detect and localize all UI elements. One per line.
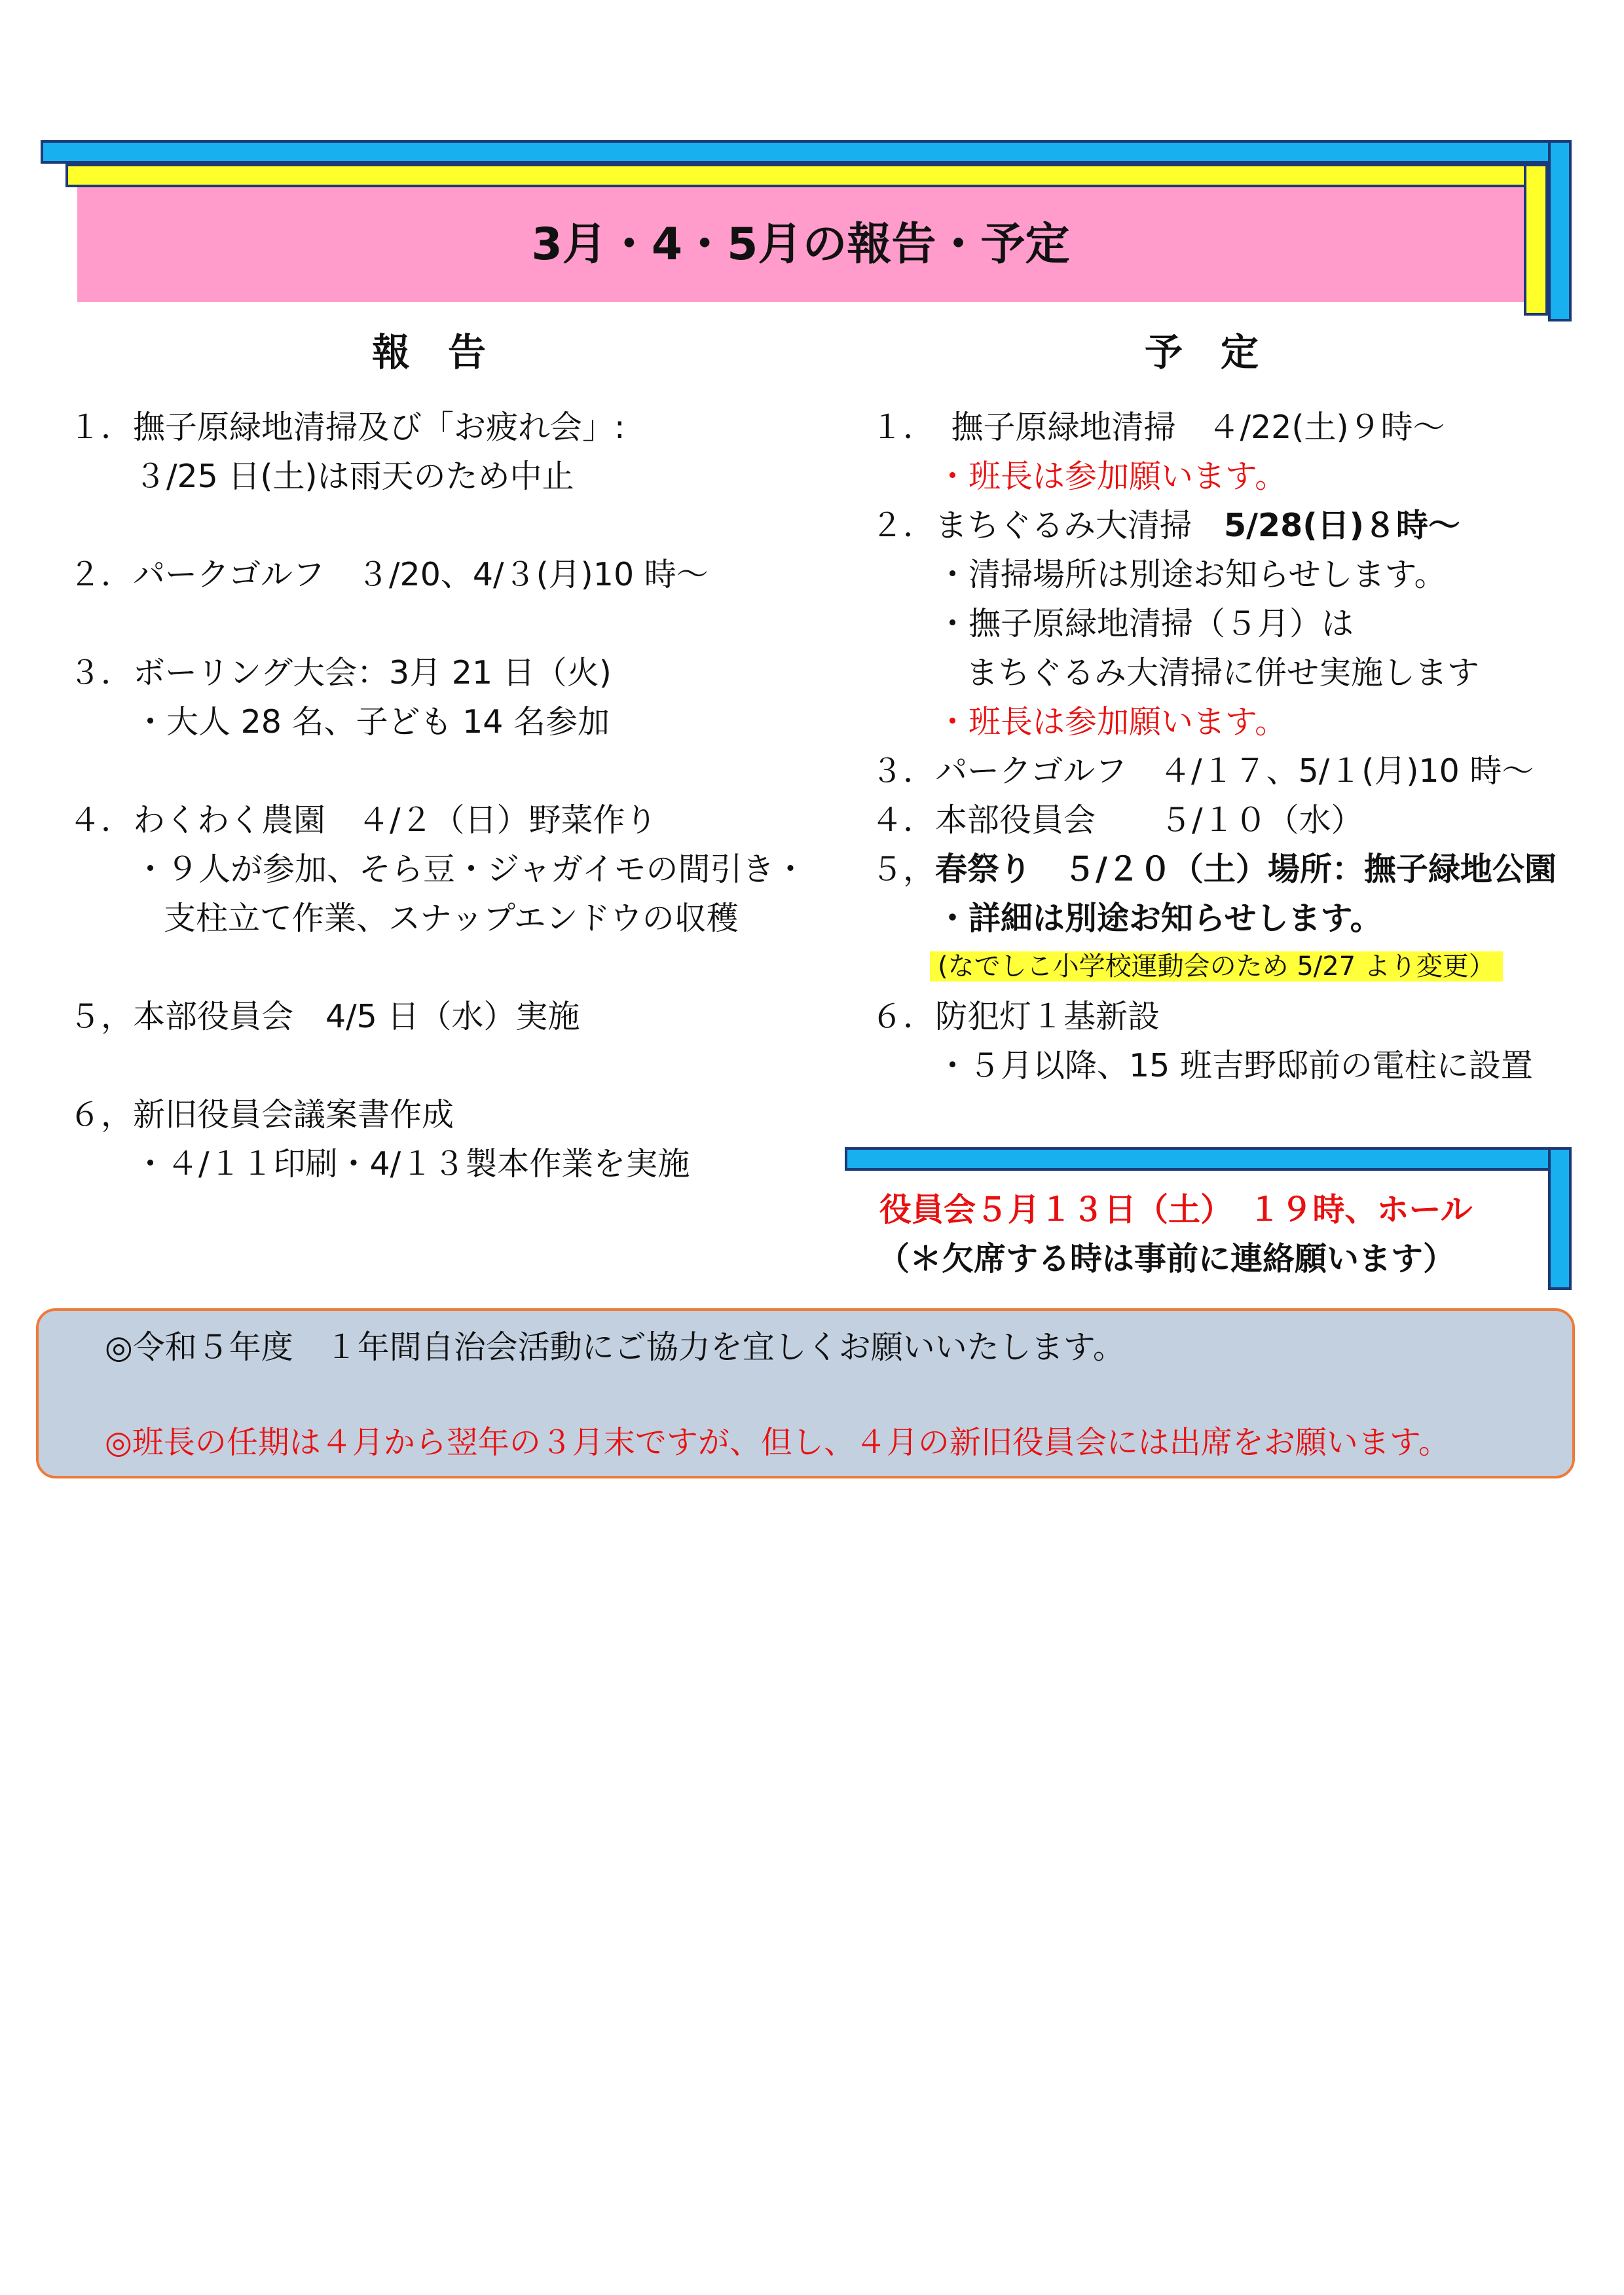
schedule-heading: 予 定	[1144, 330, 1259, 375]
report-item-3-detail: ・大人 28 名、子ども 14 名参加	[134, 703, 610, 741]
schedule-item-2-bullet-2: ・撫子原緑地清掃（５月）は	[936, 605, 1354, 642]
report-heading: 報 告	[371, 330, 486, 375]
schedule-item-5-highlight	[930, 947, 1503, 986]
header-frame-yellow-top	[65, 164, 1548, 187]
header-frame-blue-top	[41, 140, 1572, 164]
page-title: 3月・4・5月の報告・予定	[531, 219, 1070, 270]
meeting-absence-note: （＊欠席する時は事前に連絡願います）	[877, 1240, 1456, 1277]
schedule-item-6-bullet: ・５月以降、15 班吉野邸前の電柱に設置	[936, 1047, 1533, 1084]
schedule-item-2-date: 5/28(日)８時～	[1224, 507, 1460, 544]
notice-line-2: ◎班長の任期は４月から翌年の３月末ですが、但し、４月の新旧役員会には出席をお願います。	[105, 1424, 1450, 1461]
report-item-4: ４．わくわく農園 ４/２（日）野菜作り	[69, 801, 657, 839]
schedule-item-3: ３．パークゴルフ ４/１７、5/１(月)10 時～	[871, 752, 1534, 790]
schedule-item-2-bullet-1: ・清掃場所は別途お知らせします。	[936, 556, 1447, 593]
schedule-item-6: ６．防犯灯１基新設	[871, 998, 1160, 1035]
schedule-item-2	[871, 506, 1460, 545]
report-item-4-detail-cont: 支柱立て作業、スナップエンドウの収穫	[164, 900, 739, 937]
schedule-item-1-note: ・班長は参加願います。	[936, 458, 1287, 495]
report-item-6: ６，新旧役員会議案書作成	[69, 1096, 454, 1133]
schedule-item-2-label: ２．まちぐるみ大清掃	[871, 507, 1225, 544]
report-item-6-detail: ・４/１１印刷・4/１３製本作業を実施	[134, 1145, 690, 1183]
report-item-1: １．撫子原緑地清掃及び「お疲れ会」:	[69, 409, 625, 446]
report-item-2: ２．パークゴルフ ３/20、4/３(月)10 時～	[69, 556, 709, 593]
meeting-announcement: 役員会５月１３日（土） １９時、ホール	[879, 1191, 1473, 1228]
schedule-item-2-bullet-2-cont: まちぐるみ大清掃に併せ実施します	[966, 654, 1480, 691]
schedule-item-1: １． 撫子原緑地清掃 ４/22(土)９時～	[871, 409, 1445, 446]
meeting-frame-right	[1548, 1147, 1572, 1290]
schedule-item-4: ４．本部役員会 ５/１０（水）	[871, 801, 1363, 839]
report-item-5: ５，本部役員会 4/5 日（水）実施	[69, 998, 580, 1035]
schedule-item-2-note: ・班長は参加願います。	[936, 703, 1287, 741]
schedule-item-5-label: 春祭り ５/２０（土）場所：撫子緑地公園	[935, 851, 1557, 888]
header-frame-yellow-right	[1524, 164, 1548, 316]
schedule-item-5-change-note: (なでしこ小学校運動会のため 5/27 より変更）	[930, 951, 1503, 982]
meeting-frame-top	[845, 1147, 1572, 1171]
notice-line-1: ◎令和５年度 １年間自治会活動にご協力を宜しくお願いいたします。	[105, 1329, 1125, 1366]
header-frame-blue-right	[1548, 140, 1572, 321]
report-item-3: ３．ボーリング大会：3月 21 日（火)	[69, 654, 612, 691]
report-item-1-detail: ３/25 日(土)は雨天のため中止	[134, 458, 574, 495]
schedule-item-5	[871, 850, 1557, 889]
schedule-item-5-number: ５，	[871, 851, 936, 888]
schedule-item-5-bullet: ・詳細は別途お知らせします。	[936, 900, 1382, 937]
report-item-4-detail: ・９人が参加、そら豆・ジャガイモの間引き・	[134, 851, 807, 888]
